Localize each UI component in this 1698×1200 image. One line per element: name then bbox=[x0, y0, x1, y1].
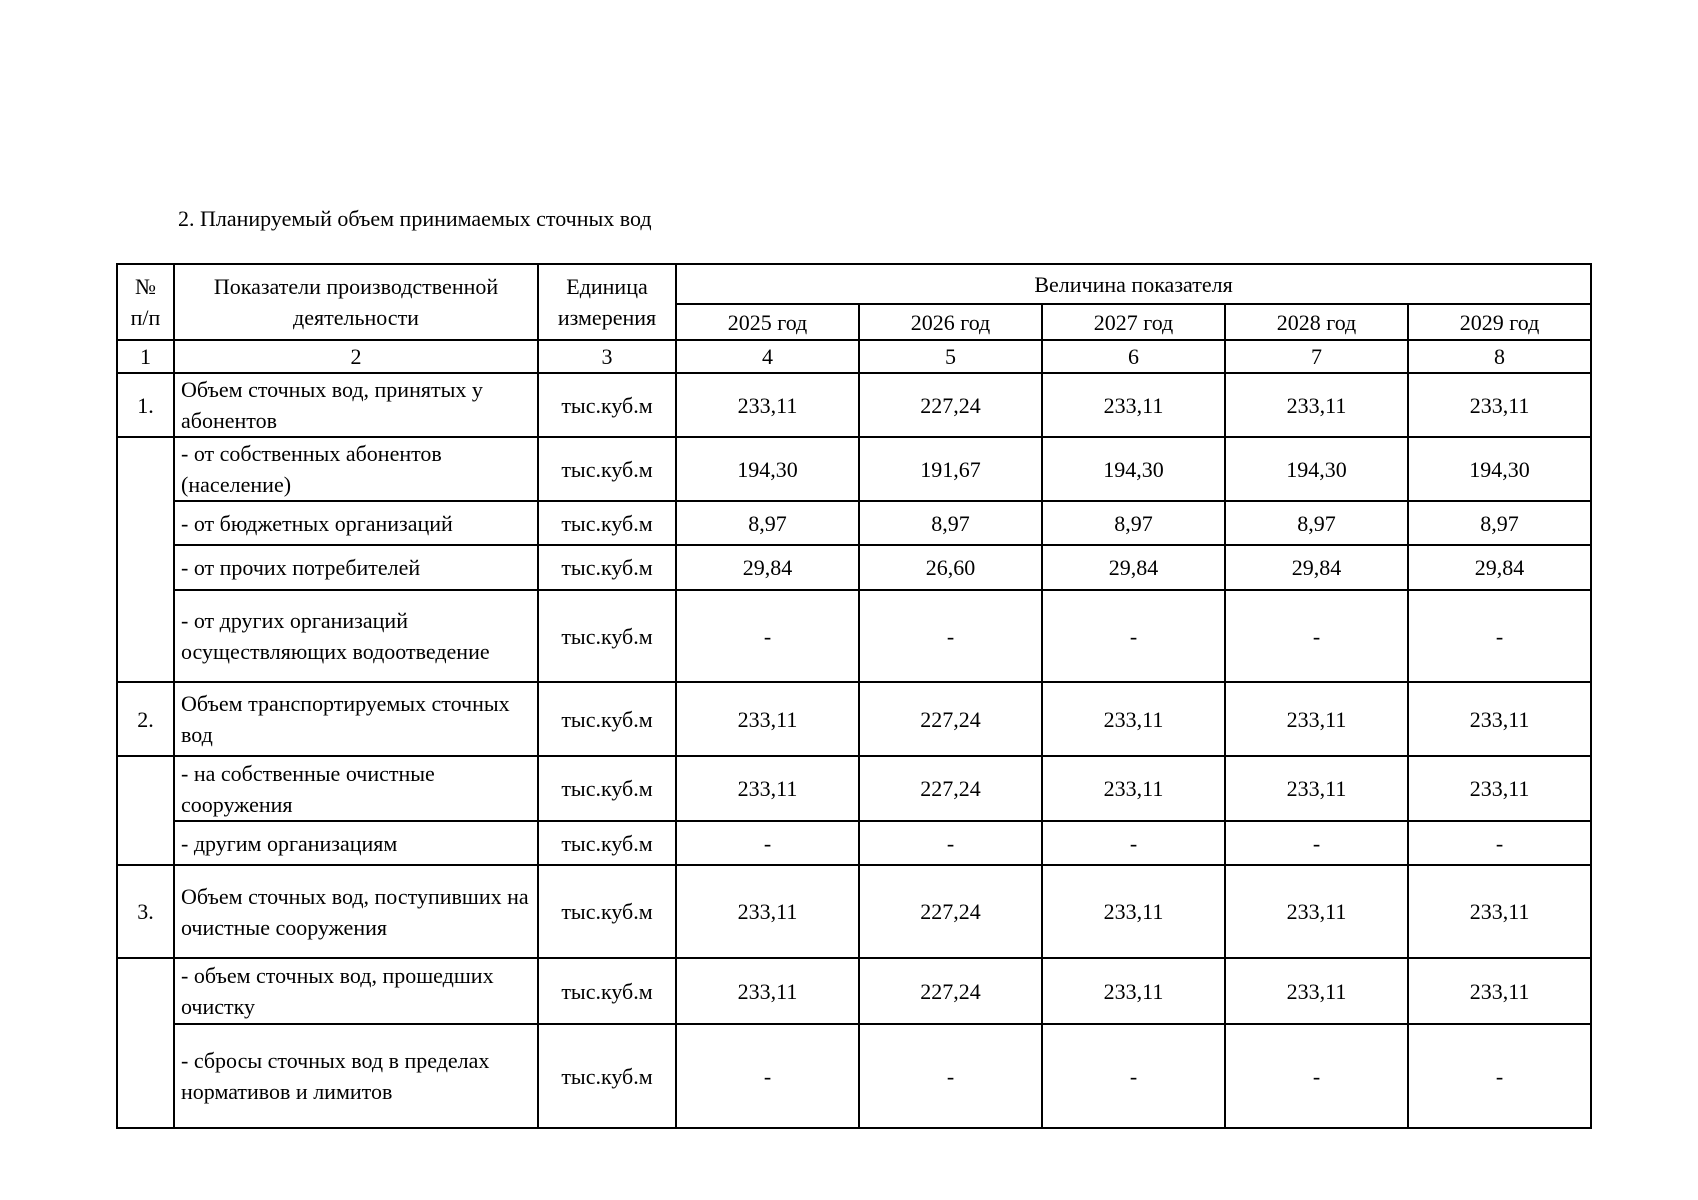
row-value: - bbox=[1225, 821, 1408, 865]
row-value: 233,11 bbox=[1042, 958, 1225, 1024]
row-value: 233,11 bbox=[1225, 756, 1408, 821]
table-row bbox=[117, 865, 1591, 958]
row-value: 233,11 bbox=[1225, 865, 1408, 958]
row-value: 8,97 bbox=[1042, 501, 1225, 545]
table-row bbox=[117, 958, 1591, 1024]
table-row bbox=[117, 501, 1591, 545]
column-number: 3 bbox=[538, 340, 676, 373]
row-unit: тыс.куб.м bbox=[538, 373, 676, 437]
row-num: 1. bbox=[117, 373, 174, 437]
row-value: - bbox=[859, 1024, 1042, 1128]
row-value: - bbox=[859, 821, 1042, 865]
header-row bbox=[117, 264, 1591, 304]
row-indicator: - объем сточных вод, прошедших очистку bbox=[174, 958, 538, 1024]
header-year: 2025 год bbox=[676, 304, 859, 340]
row-value: - bbox=[676, 590, 859, 682]
table-row bbox=[117, 1024, 1591, 1128]
row-value: - bbox=[1042, 1024, 1225, 1128]
row-unit: тыс.куб.м bbox=[538, 501, 676, 545]
row-value: 8,97 bbox=[1408, 501, 1591, 545]
row-value: 233,11 bbox=[1408, 756, 1591, 821]
row-value: 233,11 bbox=[676, 756, 859, 821]
column-number: 8 bbox=[1408, 340, 1591, 373]
row-value: 194,30 bbox=[1225, 437, 1408, 501]
row-unit: тыс.куб.м bbox=[538, 545, 676, 590]
row-value: 233,11 bbox=[1042, 373, 1225, 437]
row-value: 227,24 bbox=[859, 682, 1042, 756]
wastewater-volume-table bbox=[116, 263, 1592, 1129]
row-indicator: Объем транспортируемых сточных вод bbox=[174, 682, 538, 756]
header-year: 2027 год bbox=[1042, 304, 1225, 340]
row-value: 227,24 bbox=[859, 958, 1042, 1024]
row-unit: тыс.куб.м bbox=[538, 958, 676, 1024]
table-row bbox=[117, 682, 1591, 756]
row-num: 2. bbox=[117, 682, 174, 756]
row-num bbox=[117, 437, 174, 682]
table-row bbox=[117, 590, 1591, 682]
row-num bbox=[117, 958, 174, 1128]
row-unit: тыс.куб.м bbox=[538, 865, 676, 958]
header-value-group: Величина показателя bbox=[676, 264, 1591, 304]
row-value: 29,84 bbox=[1408, 545, 1591, 590]
row-value: 26,60 bbox=[859, 545, 1042, 590]
row-value: 233,11 bbox=[676, 682, 859, 756]
document-title: 2. Планируемый объем принимаемых сточных вод bbox=[178, 206, 652, 231]
row-value: 233,11 bbox=[1225, 373, 1408, 437]
column-number: 4 bbox=[676, 340, 859, 373]
row-value: - bbox=[1408, 590, 1591, 682]
row-value: 227,24 bbox=[859, 373, 1042, 437]
row-value: 29,84 bbox=[676, 545, 859, 590]
row-value: 233,11 bbox=[676, 373, 859, 437]
row-value: 233,11 bbox=[1042, 756, 1225, 821]
column-number: 5 bbox=[859, 340, 1042, 373]
header-year: 2028 год bbox=[1225, 304, 1408, 340]
row-value: - bbox=[676, 821, 859, 865]
table-row bbox=[117, 756, 1591, 821]
row-value: - bbox=[1408, 821, 1591, 865]
row-value: - bbox=[1225, 1024, 1408, 1128]
row-value: 233,11 bbox=[1225, 958, 1408, 1024]
row-indicator: - от бюджетных организаций bbox=[174, 501, 538, 545]
row-value: 8,97 bbox=[859, 501, 1042, 545]
header-num: № п/п bbox=[117, 264, 174, 340]
row-value: 233,11 bbox=[1408, 373, 1591, 437]
row-unit: тыс.куб.м bbox=[538, 821, 676, 865]
row-unit: тыс.куб.м bbox=[538, 437, 676, 501]
row-value: 233,11 bbox=[676, 958, 859, 1024]
row-value: 227,24 bbox=[859, 865, 1042, 958]
row-value: - bbox=[1042, 821, 1225, 865]
row-unit: тыс.куб.м bbox=[538, 682, 676, 756]
row-indicator: - от других организаций осуществляющих водоотведение bbox=[174, 590, 538, 682]
column-number: 1 bbox=[117, 340, 174, 373]
table-row bbox=[117, 437, 1591, 501]
row-value: 233,11 bbox=[1408, 958, 1591, 1024]
header-year: 2026 год bbox=[859, 304, 1042, 340]
row-indicator: - другим организациям bbox=[174, 821, 538, 865]
row-unit: тыс.куб.м bbox=[538, 590, 676, 682]
row-value: 194,30 bbox=[1408, 437, 1591, 501]
row-value: 233,11 bbox=[1042, 865, 1225, 958]
header-year: 2029 год bbox=[1408, 304, 1591, 340]
row-value: 8,97 bbox=[676, 501, 859, 545]
table-row bbox=[117, 373, 1591, 437]
row-value: 194,30 bbox=[1042, 437, 1225, 501]
column-number: 2 bbox=[174, 340, 538, 373]
row-num bbox=[117, 756, 174, 865]
column-number: 6 bbox=[1042, 340, 1225, 373]
header-unit: Единица измерения bbox=[538, 264, 676, 340]
row-indicator: - на собственные очистные сооружения bbox=[174, 756, 538, 821]
row-indicator: - от собственных абонентов (население) bbox=[174, 437, 538, 501]
table-row bbox=[117, 821, 1591, 865]
row-value: 233,11 bbox=[676, 865, 859, 958]
row-value: 191,67 bbox=[859, 437, 1042, 501]
row-value: - bbox=[1225, 590, 1408, 682]
column-number: 7 bbox=[1225, 340, 1408, 373]
row-value: 233,11 bbox=[1408, 682, 1591, 756]
table-row bbox=[117, 545, 1591, 590]
row-indicator: - от прочих потребителей bbox=[174, 545, 538, 590]
row-value: 29,84 bbox=[1225, 545, 1408, 590]
row-value: - bbox=[1042, 590, 1225, 682]
row-num: 3. bbox=[117, 865, 174, 958]
row-value: - bbox=[859, 590, 1042, 682]
row-value: 8,97 bbox=[1225, 501, 1408, 545]
row-value: 194,30 bbox=[676, 437, 859, 501]
row-value: 227,24 bbox=[859, 756, 1042, 821]
row-value: 233,11 bbox=[1042, 682, 1225, 756]
row-value: 233,11 bbox=[1408, 865, 1591, 958]
row-indicator: - сбросы сточных вод в пределах нормативов и лимитов bbox=[174, 1024, 538, 1128]
row-value: - bbox=[676, 1024, 859, 1128]
row-unit: тыс.куб.м bbox=[538, 1024, 676, 1128]
column-numbers-row bbox=[117, 340, 1591, 373]
row-unit: тыс.куб.м bbox=[538, 756, 676, 821]
header-indicator: Показатели производственной деятельности bbox=[174, 264, 538, 340]
row-indicator: Объем сточных вод, поступивших на очистные сооружения bbox=[174, 865, 538, 958]
row-value: - bbox=[1408, 1024, 1591, 1128]
row-value: 29,84 bbox=[1042, 545, 1225, 590]
row-value: 233,11 bbox=[1225, 682, 1408, 756]
row-indicator: Объем сточных вод, принятых у абонентов bbox=[174, 373, 538, 437]
